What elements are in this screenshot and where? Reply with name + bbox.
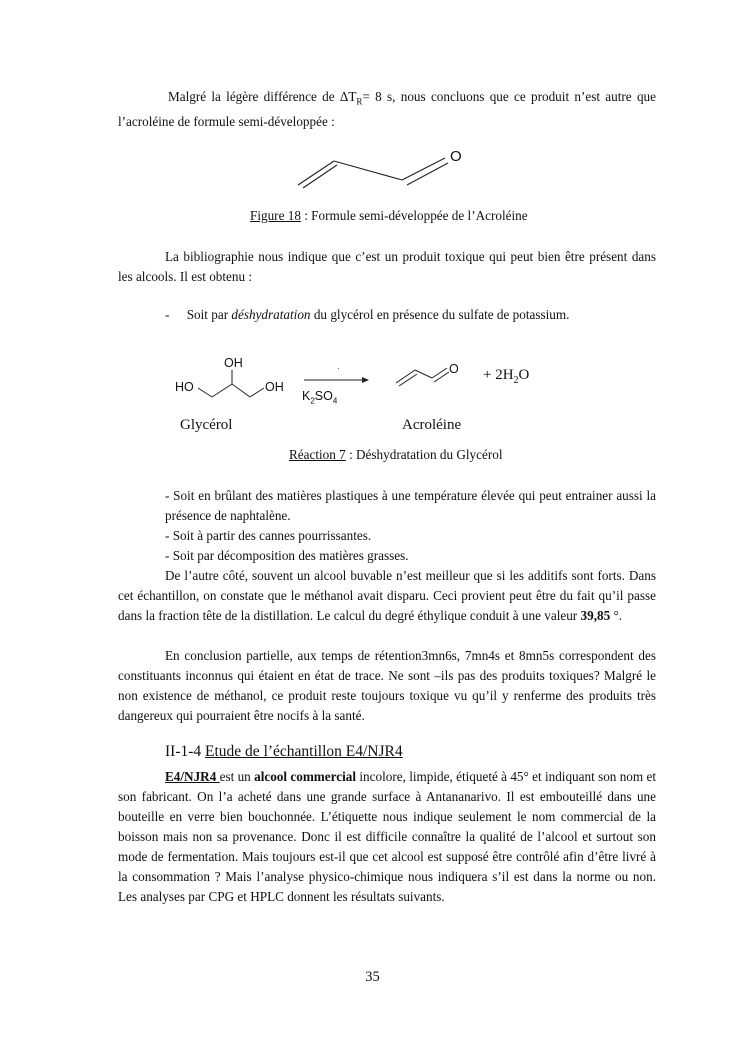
ethyl-degree-value: 39,85 — [580, 608, 611, 623]
reaction7-diagram — [170, 356, 470, 416]
page-number: 35 — [365, 969, 380, 985]
reagent-sub2: 2 — [310, 396, 315, 406]
list-item: - Soit par décomposition des matières grasses. — [165, 548, 409, 563]
acrolein-bond-1 — [396, 370, 415, 383]
bullet-dehydration — [165, 307, 569, 323]
e4-text-b: incolore, limpide, étiqueté à 45° et indiquant son nom et son fabricant. On l’a acheté dans une grande surface à Antananarivo. Il est embouteillé dans une bouteille en verre bien bouchonnée. L’étiquette nous indique seulement le nom commercial de la boisson mais non sa provenance. Donc il est difficile connaître la qualité de l’alcool et surtout son mode de fermentation. Mais toujours est-il que cet alcool est supposé être contrôlé afin d’être livré à la consommation ? Mais l’analyse physico-chimique nous indiquera s’il est dans la norme ou non. Les analyses par CPG et HPLC donnent les résultats suivants. — [118, 769, 656, 904]
e4-paragraph — [118, 767, 656, 907]
acrolein-bond-3-double — [434, 372, 449, 382]
list-item: - Soit en brûlant des matières plastiques à une température élevée qui peut entrainer aussi la présence de naphtalène. — [165, 488, 656, 523]
reaction7-caption-label: Réaction 7 — [289, 447, 346, 462]
glycerol-bond-2 — [212, 384, 232, 397]
e4-text-a: est un — [219, 769, 255, 784]
e4-bold-commercial: alcool commercial — [254, 769, 357, 784]
other-text-b: °. — [610, 608, 623, 623]
glycerol-name: Glycérol — [180, 417, 233, 433]
intro-paragraph — [118, 87, 656, 132]
reagent-so: SO — [314, 389, 333, 403]
acrolein-bond-1-double — [399, 374, 417, 386]
bond-c1-c2 — [298, 161, 334, 185]
bullet1-text-b: du glycérol en présence du sulfate de potassium. — [310, 307, 570, 322]
reaction7-caption — [289, 447, 503, 463]
delta-subscript: R — [356, 96, 363, 107]
glycerol-bond-1 — [198, 388, 212, 397]
bullet-dash: - — [165, 307, 170, 322]
water-sub: 2 — [513, 375, 519, 386]
acrolein-name: Acroléine — [402, 417, 462, 433]
bullet1-text-a: Soit par — [186, 307, 232, 322]
glycerol-oh-right: OH — [265, 380, 284, 394]
glycerol-bond-4 — [250, 388, 264, 397]
glycerol-ho-left: HO — [175, 380, 194, 394]
water-product — [483, 367, 529, 386]
figure18-caption-label: Figure 18 — [250, 208, 301, 223]
figure18-caption-text: : Formule semi-développée de l’Acroléine — [300, 208, 528, 223]
glycerol-bond-3 — [232, 384, 250, 397]
reagent-sub4: 4 — [332, 396, 338, 406]
bullet1-text-em: déshydratation — [231, 307, 311, 322]
acrolein-o-label: O — [449, 362, 459, 376]
biblio-paragraph — [118, 247, 656, 287]
conclusion-paragraph — [118, 646, 656, 726]
figure18-caption — [250, 208, 528, 224]
reaction7-caption-text: : Déshydratation du Glycérol — [345, 447, 503, 462]
list-item: - Soit à partir des cannes pourrissantes. — [165, 528, 372, 543]
intro-text-a: Malgré la légère différence de — [168, 89, 340, 104]
reagent-formula — [302, 389, 337, 406]
intro-text-b: = 8 s, nous concluons que ce produit n’est autre que l’acroléine de formule semi-développée : — [118, 89, 656, 129]
bond-c1-c2-double — [303, 165, 337, 188]
other-sources-list — [165, 486, 656, 566]
reaction-arrow-head — [362, 377, 369, 383]
conclusion-text: En conclusion partielle, aux temps de rétention3mn6s, 7mn4s et 8mn5s correspondent des constituants inconnus qui étaient en état de trace. Ne sont –ils pas des produits toxiques? Malgré le non existence de méthanol, ce produit reste toujours toxique vu qu’il y renferme des produits très dangereux qui pourraient être nocifs à la santé. — [118, 648, 656, 723]
delta-symbol: ΔT — [339, 89, 357, 104]
sample-code: E4/NJR4 — [165, 769, 220, 784]
other-side-paragraph — [118, 566, 656, 626]
water-prefix: + 2H — [483, 367, 514, 383]
glycerol-oh-top: OH — [224, 356, 243, 370]
section-number: II-1-4 — [165, 743, 206, 760]
reagent-k: K — [302, 389, 311, 403]
water-suffix: O — [518, 367, 530, 383]
acrolein-bond-3 — [432, 368, 447, 378]
acrolein-structure-figure — [290, 144, 470, 190]
bond-c2-c3 — [334, 161, 402, 180]
section-heading — [165, 743, 403, 761]
arrow-dot: · — [337, 364, 340, 373]
other-text-a: De l’autre côté, souvent un alcool buvable n’est meilleur que si les additifs sont forts. Dans cet échantillon, on constate que le méthanol avait disparu. Ceci provient peut être du fait qu’il passe dans la fraction tête de la distillation. Le calcul du degré éthylique conduit à une valeur — [118, 568, 656, 623]
section-title: Etude de l’échantillon E4/NJR4 — [205, 743, 403, 760]
biblio-text: La bibliographie nous indique que c’est un produit toxique qui peut bien être présent dans les alcools. Il est obtenu : — [118, 249, 656, 284]
acrolein-bond-2 — [415, 370, 432, 378]
atom-oxygen-label: O — [450, 148, 462, 165]
